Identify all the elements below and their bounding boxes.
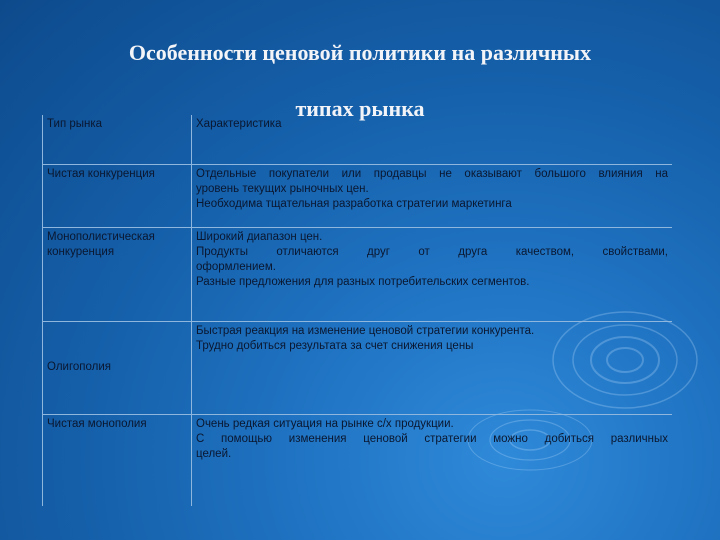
- market-type-label: Олигополия: [47, 361, 112, 373]
- characteristic-line: целей.: [196, 447, 232, 460]
- characteristic-line: Разные предложения для разных потребительских сегментов.: [196, 275, 530, 288]
- market-type-cell: Чистая монополия: [43, 414, 192, 506]
- characteristic-line: оформлением.: [196, 260, 276, 273]
- slide-title-line-2: типах рынка: [295, 96, 425, 121]
- market-type-cell: [43, 321, 192, 414]
- characteristic-line: Необходима тщательная разработка стратегии маркетинга: [196, 197, 512, 210]
- characteristic-line: С помощью изменения ценовой стратегии можно добиться различных: [196, 432, 668, 445]
- characteristic-line: Трудно добиться результата за счет снижения цены: [196, 339, 474, 352]
- characteristic-cell: [192, 414, 673, 506]
- header-characteristic: Характеристика: [192, 115, 673, 164]
- market-type-cell: Монополистическая конкуренция: [43, 227, 192, 321]
- characteristic-line: Продукты отличаются друг от друга качеством, свойствами,: [196, 245, 668, 258]
- table-row: [43, 164, 673, 227]
- characteristic-line: Широкий диапазон цен.: [196, 230, 323, 243]
- slide-title-line-1: Особенности ценовой политики на различных: [128, 40, 592, 65]
- characteristic-cell: [192, 164, 673, 227]
- characteristic-line: Очень редкая ситуация на рынке с/х продукции.: [196, 417, 454, 430]
- characteristic-line: уровень текущих рыночных цен.: [196, 182, 369, 195]
- table-row: [43, 414, 673, 506]
- market-types-table: [42, 115, 672, 506]
- characteristic-line: Быстрая реакция на изменение ценовой стратегии конкурента.: [196, 324, 535, 337]
- characteristic-cell: [192, 321, 673, 414]
- header-market-type: Тип рынка: [43, 115, 192, 164]
- market-type-cell: Чистая конкуренция: [43, 164, 192, 227]
- table-header-row: [43, 115, 673, 164]
- table-row: [43, 321, 673, 414]
- characteristic-cell: [192, 227, 673, 321]
- table-row: [43, 227, 673, 321]
- characteristic-line: Отдельные покупатели или продавцы не оказывают большого влияния на: [196, 167, 668, 180]
